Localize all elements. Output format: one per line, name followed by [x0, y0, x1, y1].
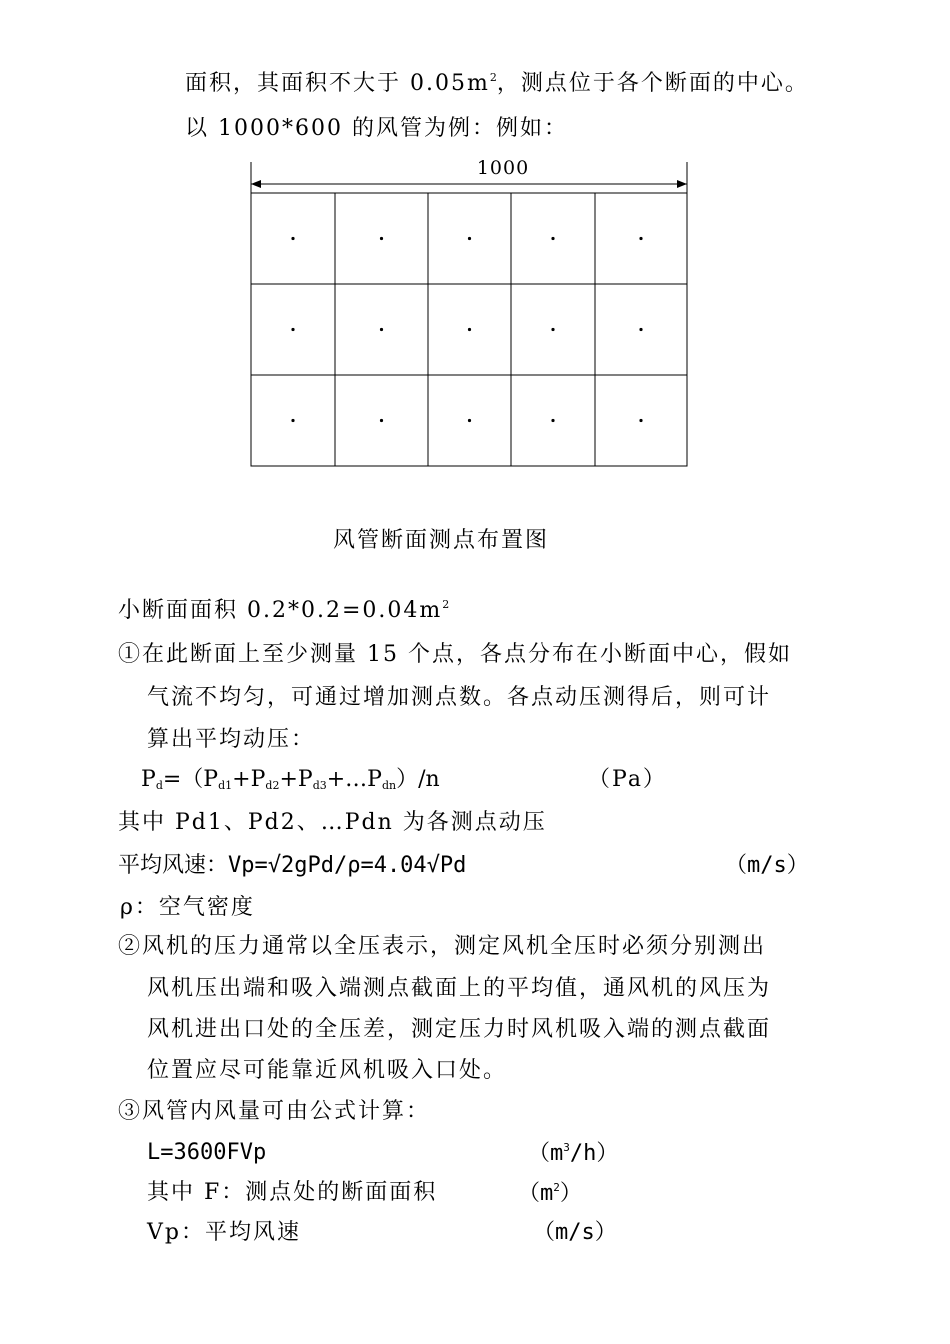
measurement-point	[380, 328, 383, 331]
measurement-point	[639, 419, 642, 422]
measurement-point	[551, 328, 554, 331]
f-definition: 其中 F：测点处的断面面积	[147, 1180, 438, 1205]
unit-sup: 2	[553, 1181, 560, 1194]
dimension-arrow-right-icon	[677, 180, 687, 188]
unit-part: /h）	[569, 1141, 619, 1166]
formula-pd-sub: d3	[312, 779, 327, 792]
formula-pd-part: +…P	[326, 767, 382, 792]
measurement-point	[291, 419, 294, 422]
item3-line-1: ③风管内风量可由公式计算：	[118, 1099, 431, 1124]
avg-speed-unit: （m/s）	[725, 853, 809, 878]
formula-pd-sub: d2	[265, 779, 280, 792]
item1-line-2: 气流不均匀，可通过增加测点数。各点动压测得后，则可计	[147, 685, 772, 710]
item2-line-3: 风机进出口处的全压差，测定压力时风机吸入端的测点截面	[147, 1017, 772, 1042]
formula-pd-sub: d1	[218, 779, 233, 792]
item2-line-4: 位置应尽可能靠近风机吸入口处。	[147, 1058, 508, 1083]
formula-pd-part: ）/n	[396, 767, 440, 792]
duct-section-diagram	[245, 150, 695, 475]
formula-pd-sub: d	[155, 779, 163, 792]
formula-pd	[141, 769, 440, 791]
formula-pd-unit: （Pa）	[588, 767, 667, 792]
unit-sup: 3	[563, 1141, 570, 1154]
f-unit	[518, 1182, 582, 1205]
measurement-point	[291, 237, 294, 240]
item2-line-2: 风机压出端和吸入端测点截面上的平均值，通风机的风压为	[147, 976, 772, 1001]
width-label: 1000	[476, 157, 530, 179]
measurement-point	[639, 328, 642, 331]
unit-part: （m	[528, 1141, 564, 1166]
measurement-point	[468, 419, 471, 422]
measurement-point	[468, 328, 471, 331]
vp-definition: Vp：平均风速	[147, 1220, 301, 1245]
formula-pd-part: P	[141, 767, 156, 792]
vp-unit: （m/s）	[533, 1220, 617, 1245]
formula-pd-part: +P	[232, 767, 266, 792]
intro-line-1	[185, 72, 809, 95]
small-area-text: 小断面面积 0.2*0.2=0.04m	[118, 598, 443, 623]
intro-line-1-sup: 2	[489, 71, 497, 84]
formula-pd-part: +P	[279, 767, 313, 792]
measurement-point	[380, 237, 383, 240]
width-dimension	[251, 157, 687, 194]
measurement-point	[468, 237, 471, 240]
intro-line-1-tail: ，测点位于各个断面的中心。	[496, 71, 809, 96]
intro-line-1-text: 面积，其面积不大于 0.05m	[185, 71, 490, 96]
measurement-point	[380, 419, 383, 422]
unit-part: ）	[559, 1181, 582, 1206]
rho-line: ρ：空气密度	[120, 895, 255, 920]
measurement-grid	[251, 193, 687, 466]
diagram-caption: 风管断面测点布置图	[333, 528, 550, 553]
measurement-point	[639, 237, 642, 240]
measurement-point	[551, 419, 554, 422]
item1-line-3: 算出平均动压：	[147, 727, 316, 752]
intro-line-2: 以 1000*600 的风管为例：例如：	[185, 116, 568, 141]
small-area-sup: 2	[442, 598, 450, 611]
avg-speed-line: 平均风速：Vp=√2gPd/ρ=4.04√Pd	[118, 853, 467, 878]
small-area-line	[118, 599, 449, 622]
airflow-formula-unit	[528, 1142, 618, 1165]
unit-part: （m	[518, 1181, 554, 1206]
dimension-arrow-left-icon	[251, 180, 261, 188]
formula-pd-part: =（P	[162, 767, 219, 792]
measurement-point	[551, 237, 554, 240]
formula-pd-sub: dn	[382, 779, 397, 792]
item2-line-1: ②风机的压力通常以全压表示，测定风机全压时必须分别测出	[118, 934, 767, 959]
item1-line-1: ①在此断面上至少测量 15 个点，各点分布在小断面中心，假如	[118, 642, 792, 667]
where-pd-line: 其中 Pd1、Pd2、…Pdn 为各测点动压	[118, 810, 547, 835]
measurement-point	[291, 328, 294, 331]
airflow-formula: L=3600FVp	[147, 1140, 267, 1165]
